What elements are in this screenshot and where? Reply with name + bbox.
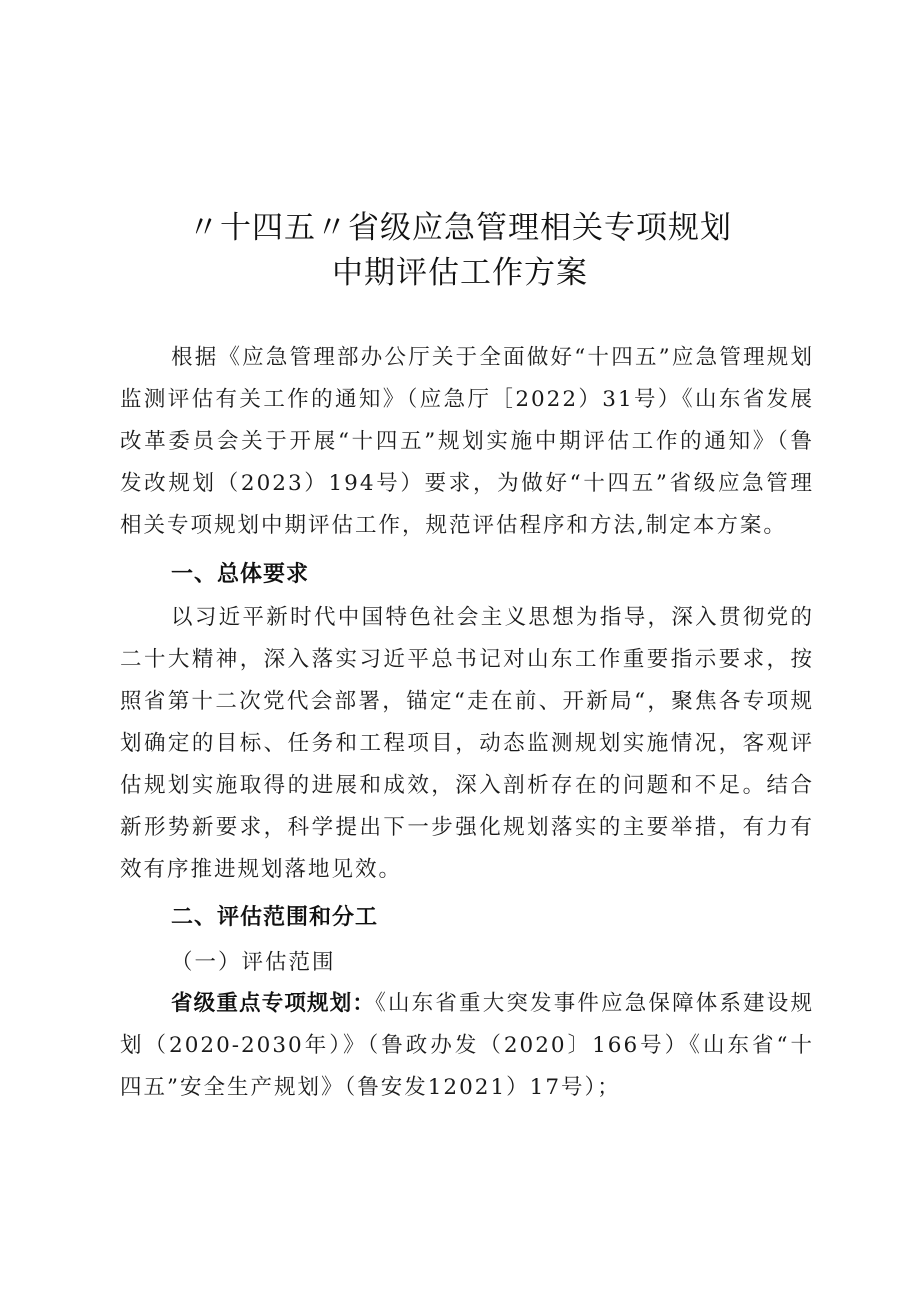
section-1-heading: 一、总体要求 [171,562,310,587]
intro-paragraph: 根据《应急管理部办公厅关于全面做好“十四五”应急管理规划监测评估有关工作的通知》（应急厅［2022）31号）《山东省发展改革委员会关于开展“十四五”规划实施中期评估工作的通知》（鲁发改规划（2023）194号）要求，为做好“十四五”省级应急管理相关专项规划中期评估工作，规范评估程序和方法,制定本方案。 [120,345,814,538]
document-title-line-2: 中期评估工作方案 [332,255,588,291]
scope-item-text: 《山东省重大突发事件应急保障体系建设规划（2020-2030年）》（鲁政办发（2020〕166号）《山东省“十四五”安全生产规划》（鲁安发12021）17号）； [120,991,814,1100]
section-2-heading: 二、评估范围和分工 [171,905,379,930]
section-1-paragraph: 以习近平新时代中国特色社会主义思想为指导，深入贯彻党的二十大精神，深入落实习近平总书记对山东工作重要指示要求，按照省第十二次党代会部署，锚定“走在前、开新局“，聚焦各专项规划确定的目标、任务和工程项目，动态监测规划实施情况，客观评估规划实施取得的进展和成效，深入剖析存在的问题和不足。结合新形势新要求，科学提出下一步强化规划落实的主要举措，有力有效有序推进规划落地见效。 [120,605,814,882]
section-2-subheading: （一）评估范围 [171,950,336,975]
scope-item-paragraph [120,983,814,1109]
scope-item-lead: 省级重点专项规划： [171,991,376,1016]
document-title-line-1: 〃十四五〃省级应急管理相关专项规划 [188,210,732,246]
